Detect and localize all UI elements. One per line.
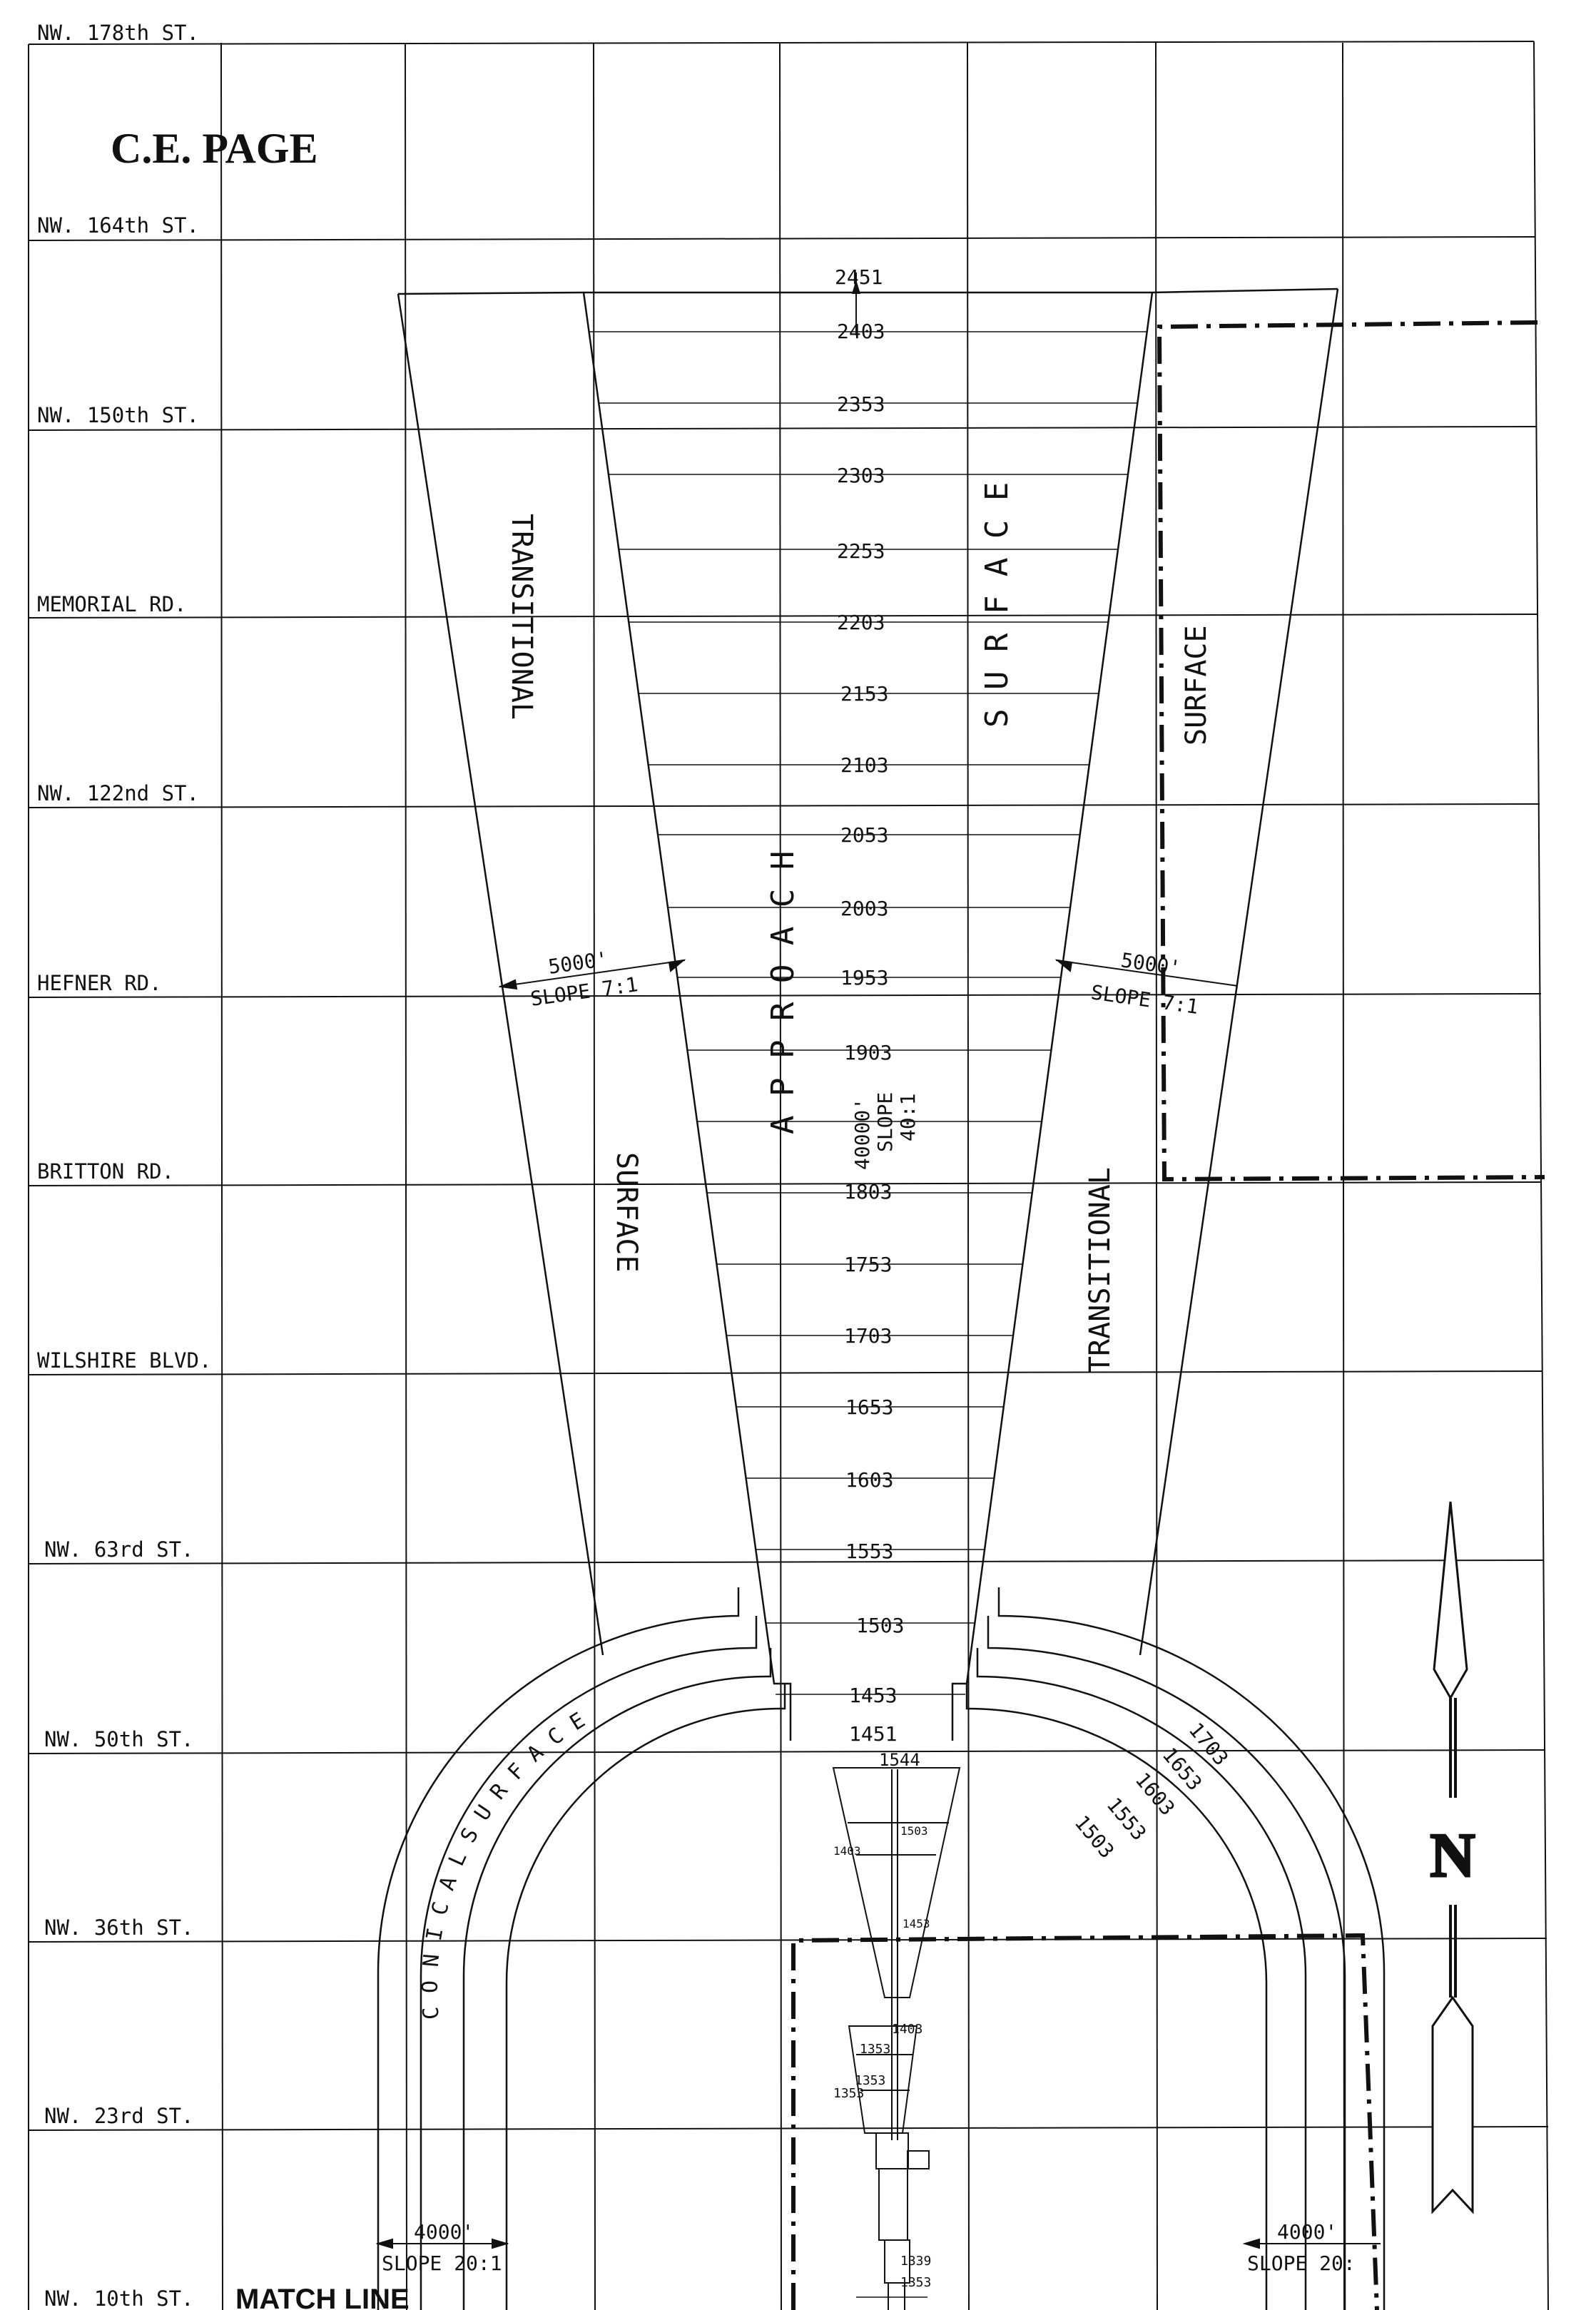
elevation-label: 1353 xyxy=(900,2275,932,2290)
north-label: N xyxy=(1430,1821,1475,1891)
street-label: NW. 23rd ST. xyxy=(44,2104,194,2128)
contour-label: 2103 xyxy=(840,753,889,777)
elevation-label: 1403 xyxy=(833,1844,861,1858)
street-label: WILSHIRE BLVD. xyxy=(37,1348,212,1373)
street-label: NW. 63rd ST. xyxy=(44,1537,194,1562)
right-trans-width: 5000' xyxy=(1119,948,1183,980)
elevation-label: 1403 xyxy=(892,2022,923,2037)
right-trans-slope: SLOPE 7:1 xyxy=(1089,980,1200,1019)
elevation-label: 1353 xyxy=(833,2086,865,2101)
surface-far-right-label: SURFACE xyxy=(1180,625,1213,746)
boundary-upper-right xyxy=(1159,322,1545,1179)
approach-length-label: 40000' xyxy=(850,1097,874,1170)
contour-label: 1553 xyxy=(1102,1793,1152,1846)
approach-ratio-label: 40:1 xyxy=(896,1093,920,1141)
transitional-left-label: TRANSITIONAL xyxy=(505,514,538,720)
contour-label: 2003 xyxy=(840,897,889,920)
left-conical-slope: SLOPE 20:1 xyxy=(382,2252,502,2275)
contour-label: 2403 xyxy=(837,320,885,343)
contour-label: 2253 xyxy=(837,539,885,563)
contour-label: 1603 xyxy=(1130,1768,1180,1821)
elevation-label: 1453 xyxy=(903,1917,930,1930)
contour-label: 2451 xyxy=(835,265,883,289)
section-grid xyxy=(29,41,1548,2310)
contour-label: 1503 xyxy=(856,1614,905,1637)
contour-label: 1803 xyxy=(844,1180,893,1204)
street-label: NW. 50th ST. xyxy=(44,1727,194,1751)
contour-label: 1703 xyxy=(1184,1718,1234,1771)
street-label: NW. 178th ST. xyxy=(37,21,199,45)
contour-label: 2053 xyxy=(840,823,889,847)
contour-label: 2153 xyxy=(840,682,889,706)
left-trans-width: 5000' xyxy=(547,947,610,979)
contour-label: 2203 xyxy=(837,611,885,634)
street-label: NW. 150th ST. xyxy=(37,403,199,427)
elevation-label: 1353 xyxy=(860,2042,891,2057)
conical-dimension-left xyxy=(377,2220,508,2275)
street-label: NW. 122nd ST. xyxy=(37,781,199,805)
transitional-right-label: TRANSITIONAL xyxy=(1084,1167,1117,1373)
contour-label: 1953 xyxy=(840,966,889,989)
surface-left-label: SURFACE xyxy=(610,1152,643,1273)
conical-dimension-right xyxy=(1245,2220,1381,2275)
contour-label: 1903 xyxy=(844,1041,893,1064)
transitional-dimension-left xyxy=(499,947,685,1011)
right-conical-slope: SLOPE 20: xyxy=(1247,2252,1356,2275)
contour-label: 1453 xyxy=(849,1684,898,1707)
left-trans-slope: SLOPE 7:1 xyxy=(529,972,640,1011)
street-label: BRITTON RD. xyxy=(37,1159,175,1184)
approach-surface-label-2: S U R F A C E xyxy=(979,482,1015,728)
approach-surface-label: A P P R O A C H xyxy=(765,850,801,1134)
elevation-label: 1503 xyxy=(900,1824,928,1838)
street-label: NW. 10th ST. xyxy=(44,2286,194,2310)
contour-label: 1503 xyxy=(1069,1811,1119,1863)
elevation-label: 1544 xyxy=(879,1750,920,1770)
conical-surface-text: C O N I C A L S U R F A C E xyxy=(417,1707,590,2021)
approach-contour-labels xyxy=(835,265,904,1746)
approach-slope-label: SLOPE xyxy=(873,1092,897,1152)
approach-surface xyxy=(584,292,1152,1741)
contour-label: 1653 xyxy=(845,1395,894,1419)
transitional-dimension-right xyxy=(1056,948,1238,1019)
contour-label: 1753 xyxy=(844,1253,893,1276)
street-label: NW. 164th ST. xyxy=(37,213,199,238)
conical-contour-labels xyxy=(1070,1718,1234,1863)
contour-label: 1603 xyxy=(845,1468,894,1492)
contour-label: 2303 xyxy=(837,464,885,487)
left-conical-width: 4000' xyxy=(414,2220,474,2244)
page-title: C.E. PAGE xyxy=(111,125,318,172)
match-line-label: MATCH LINE xyxy=(235,2284,410,2310)
street-label: HEFNER RD. xyxy=(37,971,162,995)
contour-label: 1653 xyxy=(1157,1743,1207,1796)
contour-label: 1451 xyxy=(849,1722,898,1746)
elevation-label: 1339 xyxy=(900,2254,932,2269)
contour-label: 1553 xyxy=(845,1540,894,1563)
right-conical-width: 4000' xyxy=(1277,2220,1338,2244)
street-label: NW. 36th ST. xyxy=(44,1915,194,1940)
contour-label: 1703 xyxy=(844,1324,893,1348)
street-label: MEMORIAL RD. xyxy=(37,592,187,616)
contour-label: 2353 xyxy=(837,392,885,416)
elevation-label: 1353 xyxy=(855,2073,886,2088)
